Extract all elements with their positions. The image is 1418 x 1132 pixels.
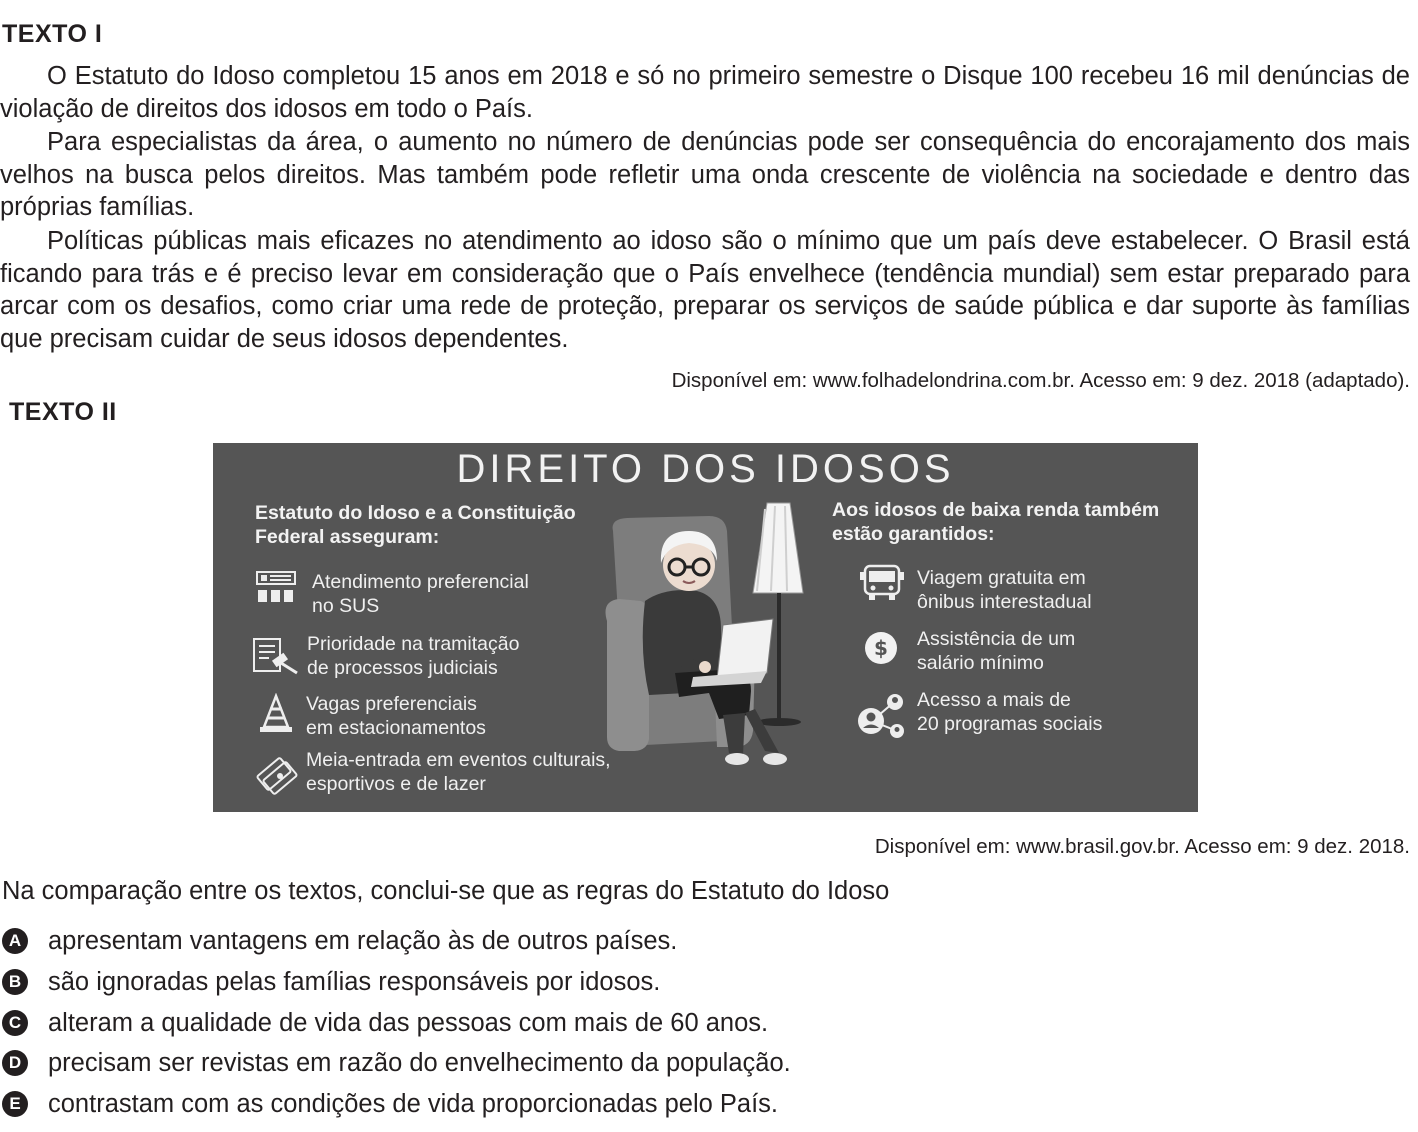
left-item-4-line-2: esportivos e de lazer — [306, 773, 486, 795]
waiting-room-icon — [255, 570, 297, 606]
tickets-icon — [253, 751, 299, 797]
left-item-1-line-2: no SUS — [312, 595, 380, 617]
left-heading-line-2: Federal asseguram: — [255, 526, 440, 548]
left-item-3 — [306, 692, 486, 740]
right-item-3-line-2: 20 programas sociais — [917, 713, 1103, 735]
left-column-heading — [255, 501, 635, 549]
traffic-cone-icon — [257, 693, 295, 735]
left-item-3-line-2: em estacionamentos — [306, 717, 486, 739]
option-b-letter: B — [2, 969, 28, 995]
right-heading-line-1: Aos idosos de baixa renda também — [832, 499, 1160, 521]
left-item-2-line-1: Prioridade na tramitação — [307, 633, 520, 655]
texto-i-paragraph-3: Políticas públicas mais eficazes no atendimento ao idoso são o mínimo que um país deve estabelecer. O Brasil está ficando para trás e é preciso levar em consideração que o País envelhece (tendência mundial) sem estar preparado para arcar com os desafios, como criar uma rede de proteção, preparar os serviços de saúde pública e dar suporte às famílias que precisam cuidar de seus idosos dependentes. — [0, 227, 1410, 353]
right-heading-line-2: estão garantidos: — [832, 523, 995, 545]
left-item-1 — [312, 570, 529, 618]
svg-text:$: $ — [874, 636, 888, 660]
option-c-letter: C — [2, 1010, 28, 1036]
right-item-1 — [917, 566, 1092, 614]
texto-ii-heading: TEXTO II — [9, 398, 117, 426]
left-item-4 — [306, 748, 611, 796]
infographic-title: DIREITO DOS IDOSOS — [456, 447, 955, 491]
option-e[interactable] — [0, 1089, 1400, 1121]
left-item-2-line-2: de processos judiciais — [307, 657, 498, 679]
infographic — [213, 443, 1198, 812]
people-network-icon — [855, 691, 905, 739]
option-a-text: apresentam vantagens em relação às de outros países. — [48, 927, 678, 955]
option-d-text: precisam ser revistas em razão do envelhecimento da população. — [48, 1049, 791, 1077]
right-item-2 — [917, 627, 1075, 675]
right-item-1-line-2: ônibus interestadual — [917, 591, 1092, 613]
option-e-text: contrastam com as condições de vida proporcionadas pelo País. — [48, 1090, 778, 1118]
texto-i-heading: TEXTO I — [2, 20, 103, 48]
option-b-text: são ignoradas pelas famílias responsáveis por idosos. — [48, 968, 661, 996]
texto-i-source: Disponível em: www.folhadelondrina.com.br. Acesso em: 9 dez. 2018 (adaptado). — [671, 369, 1410, 392]
right-item-2-line-2: salário mínimo — [917, 652, 1044, 674]
option-a[interactable] — [0, 926, 1400, 958]
right-item-1-line-1: Viagem gratuita em — [917, 567, 1086, 589]
option-d-letter: D — [2, 1050, 28, 1076]
left-item-2 — [307, 632, 519, 680]
left-item-3-line-1: Vagas preferenciais — [306, 693, 477, 715]
dollar-coin-icon — [863, 630, 899, 666]
option-b[interactable] — [0, 967, 1400, 999]
texto-ii-source: Disponível em: www.brasil.gov.br. Acesso em: 9 dez. 2018. — [874, 835, 1410, 858]
option-e-letter: E — [2, 1091, 28, 1117]
option-c[interactable] — [0, 1008, 1400, 1040]
option-a-letter: A — [2, 928, 28, 954]
bus-icon — [858, 563, 906, 603]
right-item-2-line-1: Assistência de um — [917, 628, 1076, 650]
left-item-4-line-1: Meia-entrada em eventos culturais, — [306, 749, 611, 771]
right-item-3-line-1: Acesso a mais de — [917, 689, 1071, 711]
laptop — [717, 619, 773, 679]
right-item-3 — [917, 688, 1102, 736]
option-c-text: alteram a qualidade de vida das pessoas com mais de 60 anos. — [48, 1009, 769, 1037]
question-stem: Na comparação entre os textos, conclui-se que as regras do Estatuto do Idoso — [2, 877, 890, 905]
texto-i-paragraph-2: Para especialistas da área, o aumento no número de denúncias pode ser consequência do encorajamento dos mais velhos na busca pelos direitos. Mas também pode refletir uma onda crescente de violência na sociedade e dentro das próprias famílias. — [0, 128, 1410, 221]
left-heading-line-1: Estatuto do Idoso e a Constituição — [255, 502, 576, 524]
option-d[interactable] — [0, 1048, 1400, 1080]
gavel-document-icon — [251, 636, 299, 676]
left-item-1-line-1: Atendimento preferencial — [312, 571, 529, 593]
elderly-woman-illustration — [605, 501, 833, 771]
texto-i-paragraph-1: O Estatuto do Idoso completou 15 anos em 2018 e só no primeiro semestre o Disque 100 recebeu 16 mil denúncias de violação de direitos dos idosos em todo o País. — [0, 62, 1410, 123]
right-column-heading — [832, 498, 1198, 546]
